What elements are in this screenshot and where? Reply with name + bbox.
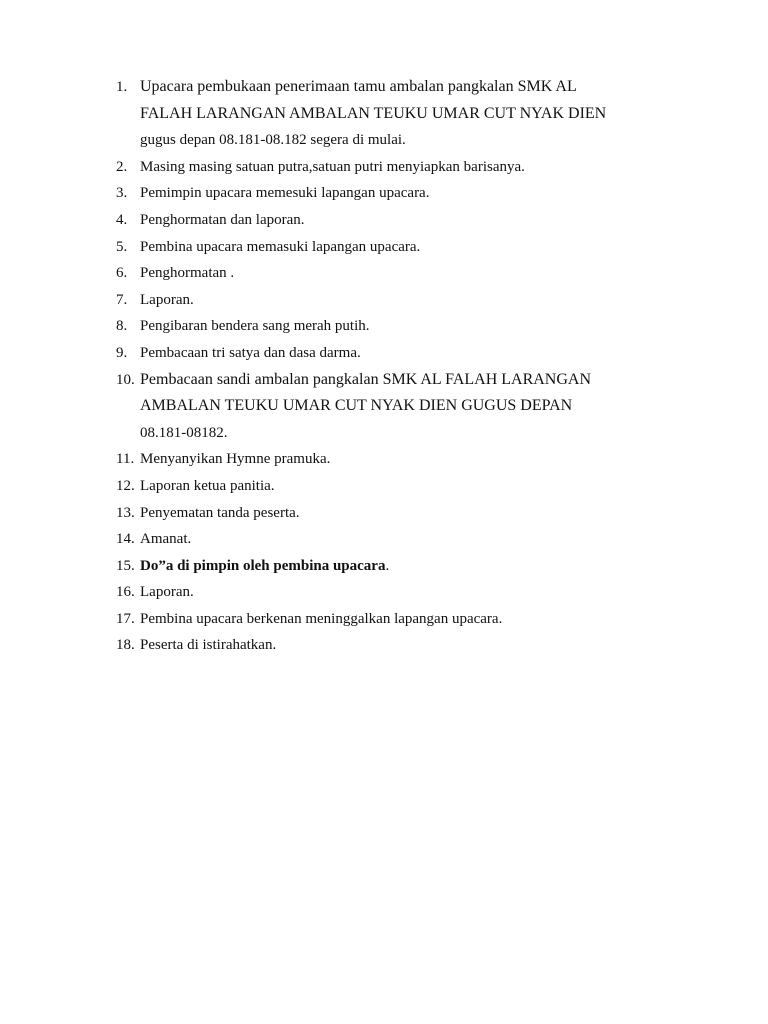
item-number: 1. bbox=[116, 79, 128, 95]
list-item bbox=[116, 473, 716, 500]
item-text-line: FALAH LARANGAN AMBALAN TEUKU UMAR CUT NYAK DIEN bbox=[140, 104, 607, 122]
item-number: 15. bbox=[116, 557, 135, 574]
item-text bbox=[140, 473, 716, 500]
item-text bbox=[140, 606, 716, 633]
item-text bbox=[140, 260, 716, 287]
item-text bbox=[140, 154, 716, 181]
list-item bbox=[116, 74, 716, 154]
list-item bbox=[116, 154, 716, 181]
item-number: 2. bbox=[116, 158, 128, 175]
list-item bbox=[116, 313, 716, 340]
item-number: 14. bbox=[116, 531, 135, 548]
item-text bbox=[140, 367, 716, 447]
list-item bbox=[116, 260, 716, 287]
item-number: 3. bbox=[116, 185, 128, 202]
item-text bbox=[140, 287, 716, 314]
item-text-line: Pemimpin upacara memesuki lapangan upacara. bbox=[140, 185, 430, 202]
item-text-bold: Do”a di pimpin oleh pembina upacara bbox=[140, 557, 386, 574]
item-number: 9. bbox=[116, 344, 128, 361]
item-text bbox=[140, 234, 716, 261]
item-text-line: Pengibaran bendera sang merah putih. bbox=[140, 318, 370, 335]
item-number: 18. bbox=[116, 637, 135, 654]
item-number: 10. bbox=[116, 371, 135, 388]
item-text-line: Pembina upacara berkenan meninggalkan lapangan upacara. bbox=[140, 610, 503, 627]
item-text bbox=[140, 632, 716, 659]
list-item bbox=[116, 234, 716, 261]
item-text bbox=[140, 207, 716, 234]
item-number: 13. bbox=[116, 504, 135, 521]
item-text-line: Pembina upacara memasuki lapangan upacara. bbox=[140, 238, 421, 255]
item-text bbox=[140, 180, 716, 207]
item-text-line: Laporan ketua panitia. bbox=[140, 477, 275, 494]
item-number: 6. bbox=[116, 265, 128, 282]
list-item bbox=[116, 287, 716, 314]
list-item bbox=[116, 526, 716, 553]
list-item bbox=[116, 446, 716, 473]
item-number: 11. bbox=[116, 451, 135, 468]
item-text-line: Upacara pembukaan penerimaan tamu ambalan pangkalan SMK AL bbox=[140, 78, 577, 95]
item-number: 4. bbox=[116, 211, 128, 228]
list-item bbox=[116, 553, 716, 580]
item-text bbox=[140, 446, 716, 473]
item-text-line: Masing masing satuan putra,satuan putri menyiapkan barisanya. bbox=[140, 158, 525, 175]
item-text-line: Penghormatan . bbox=[140, 265, 235, 282]
item-text-line: Laporan. bbox=[140, 584, 194, 601]
list-item bbox=[116, 500, 716, 527]
item-text-end: . bbox=[385, 557, 390, 574]
item-number: 5. bbox=[116, 238, 128, 255]
item-number: 7. bbox=[116, 291, 128, 308]
item-text bbox=[140, 74, 716, 154]
item-text-line: Peserta di istirahatkan. bbox=[140, 637, 277, 654]
item-number: 16. bbox=[116, 584, 135, 601]
item-number: 12. bbox=[116, 477, 135, 494]
item-text-line: Pembacaan sandi ambalan pangkalan SMK AL FALAH LARANGAN bbox=[140, 370, 592, 388]
item-text-line: Penghormatan dan laporan. bbox=[140, 211, 305, 228]
item-text-line: Menyanyikan Hymne pramuka. bbox=[140, 451, 331, 468]
list-item bbox=[116, 367, 716, 447]
item-text-line: gugus depan 08.181-08.182 segera di mulai. bbox=[140, 132, 406, 149]
list-item bbox=[116, 579, 716, 606]
item-text-line: Amanat. bbox=[140, 531, 192, 548]
list-item bbox=[116, 180, 716, 207]
ceremony-agenda-list bbox=[116, 74, 716, 659]
list-item bbox=[116, 632, 716, 659]
item-text-line: AMBALAN TEUKU UMAR CUT NYAK DIEN GUGUS DEPAN bbox=[140, 397, 573, 415]
list-item bbox=[116, 207, 716, 234]
item-text bbox=[140, 313, 716, 340]
item-text-line: Laporan. bbox=[140, 291, 194, 308]
item-text-line bbox=[140, 553, 716, 580]
list-item bbox=[116, 340, 716, 367]
list-item bbox=[116, 606, 716, 633]
item-text bbox=[140, 579, 716, 606]
item-text bbox=[140, 553, 716, 580]
item-text bbox=[140, 500, 716, 527]
item-text bbox=[140, 340, 716, 367]
item-text-line: Pembacaan tri satya dan dasa darma. bbox=[140, 344, 361, 361]
item-text-line: 08.181-08182. bbox=[140, 424, 228, 441]
item-number: 8. bbox=[116, 318, 128, 335]
item-text bbox=[140, 526, 716, 553]
item-text-line: Penyematan tanda peserta. bbox=[140, 504, 300, 521]
item-number: 17. bbox=[116, 610, 135, 627]
